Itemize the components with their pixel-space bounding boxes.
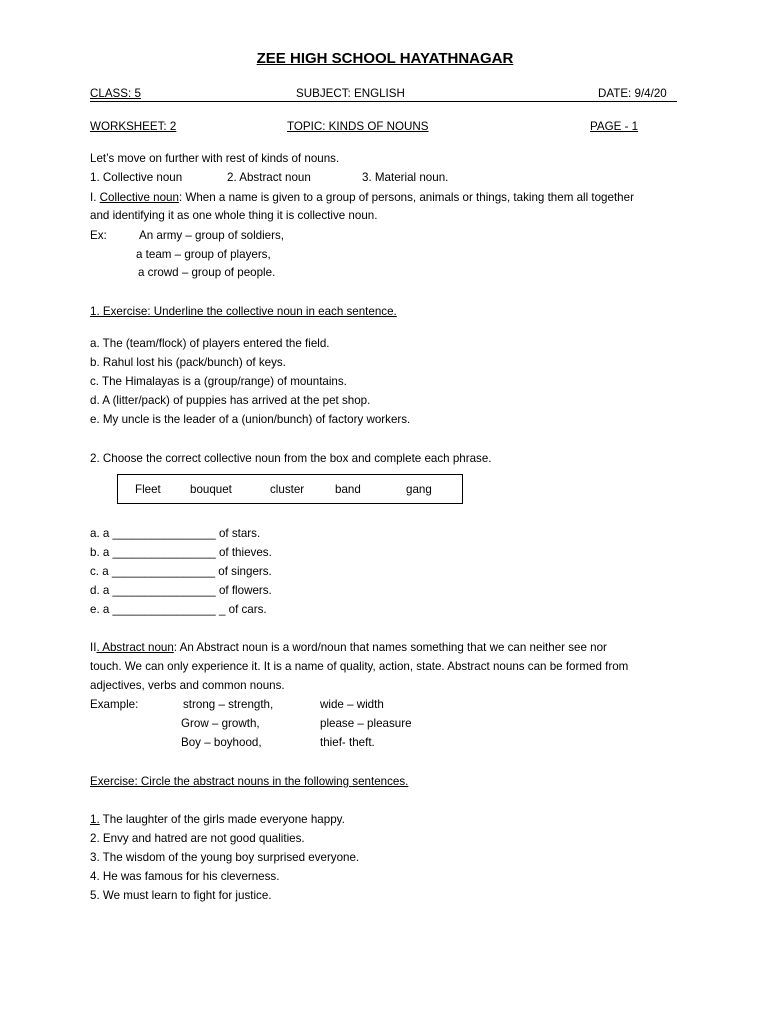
exercise1-item: a. The (team/flock) of players entered the field.: [90, 337, 330, 350]
box-word: bouquet: [190, 483, 232, 496]
worksheet-label: WORKSHEET: 2: [90, 120, 177, 133]
exercise3-first-number: 1.: [90, 813, 100, 826]
exercise3-item: 4. He was famous for his cleverness.: [90, 870, 280, 883]
exercise3-item: [90, 813, 345, 826]
kind-abstract: 2. Abstract noun: [227, 171, 311, 184]
abstract-definition-cont: touch. We can only experience it. It is a name of quality, action, state. Abstract nouns can be formed from: [90, 660, 629, 673]
exercise2-item: b. a ________________ of thieves.: [90, 546, 272, 559]
exercise3-first-text: The laughter of the girls made everyone happy.: [99, 813, 345, 826]
exercise1-heading: 1. Exercise: Underline the collective noun in each sentence.: [90, 305, 397, 318]
collective-definition-text: : When a name is given to a group of persons, animals or things, taking them all together: [178, 191, 634, 204]
subject-label: SUBJECT: ENGLISH: [296, 87, 405, 100]
abstract-example: strong – strength,: [183, 698, 274, 711]
header-underline-1: [90, 101, 677, 102]
exercise2-item: e. a ________________ _ of cars.: [90, 603, 267, 616]
abstract-example: Boy – boyhood,: [181, 736, 262, 749]
exercise1-item: b. Rahul lost his (pack/bunch) of keys.: [90, 356, 286, 369]
page-label: PAGE - 1: [590, 120, 639, 133]
intro-line: Let’s move on further with rest of kinds of nouns.: [90, 152, 340, 165]
class-label: CLASS: 5: [90, 87, 141, 100]
abstract-definition-text: : An Abstract noun is a word/noun that names something that we can neither see nor: [173, 641, 607, 654]
example-label: Example:: [90, 698, 139, 711]
topic-label: TOPIC: KINDS OF NOUNS: [287, 120, 429, 133]
kind-collective: 1. Collective noun: [90, 171, 183, 184]
exercise2-item: a. a ________________ of stars.: [90, 527, 261, 540]
abstract-definition-cont: adjectives, verbs and common nouns.: [90, 679, 285, 692]
exercise3-item: 2. Envy and hatred are not good qualities.: [90, 832, 305, 845]
abstract-example: thief- theft.: [320, 736, 375, 749]
collective-definition: [90, 191, 634, 204]
exercise1-item: e. My uncle is the leader of a (union/bunch) of factory workers.: [90, 413, 411, 426]
abstract-term: . Abstract noun: [96, 641, 174, 654]
kind-material: 3. Material noun.: [362, 171, 449, 184]
exercise1-item: c. The Himalayas is a (group/range) of mountains.: [90, 375, 347, 388]
collective-example: a team – group of players,: [136, 248, 271, 261]
collective-term: Collective noun: [99, 191, 179, 204]
abstract-example: wide – width: [320, 698, 384, 711]
box-word: band: [335, 483, 361, 496]
collective-example: a crowd – group of people.: [138, 266, 276, 279]
exercise3-heading: Exercise: Circle the abstract nouns in the following sentences.: [90, 775, 409, 788]
exercise3-item: 3. The wisdom of the young boy surprised everyone.: [90, 851, 360, 864]
exercise2-item: c. a ________________ of singers.: [90, 565, 272, 578]
collective-definition-cont: and identifying it as one whole thing it is collective noun.: [90, 209, 378, 222]
box-word: Fleet: [135, 483, 161, 496]
box-word: cluster: [270, 483, 305, 496]
collective-prefix: I.: [90, 191, 100, 204]
abstract-prefix: II: [90, 641, 97, 654]
school-title: ZEE HIGH SCHOOL HAYATHNAGAR: [256, 50, 514, 67]
word-box: [117, 474, 463, 504]
ex-label: Ex:: [90, 229, 107, 242]
abstract-definition: [90, 641, 607, 654]
exercise2-heading: 2. Choose the correct collective noun from the box and complete each phrase.: [90, 452, 492, 465]
abstract-example: Grow – growth,: [181, 717, 260, 730]
collective-example: An army – group of soldiers,: [139, 229, 284, 242]
exercise2-item: d. a ________________ of flowers.: [90, 584, 272, 597]
box-word: gang: [406, 483, 432, 496]
abstract-example: please – pleasure: [320, 717, 412, 730]
exercise1-item: d. A (litter/pack) of puppies has arrived at the pet shop.: [90, 394, 371, 407]
exercise3-item: 5. We must learn to fight for justice.: [90, 889, 272, 902]
date-label: DATE: 9/4/20: [598, 87, 667, 100]
